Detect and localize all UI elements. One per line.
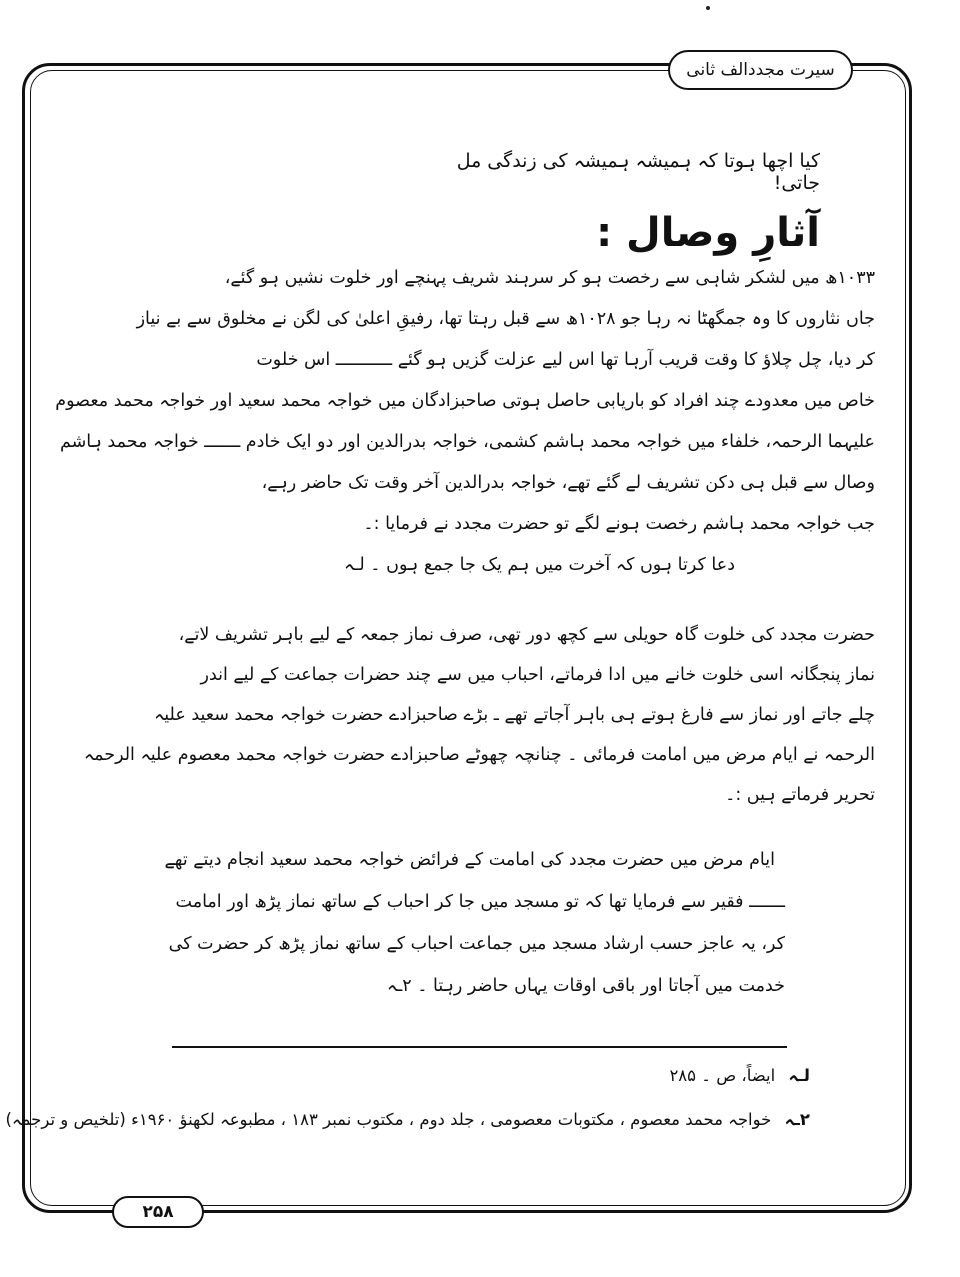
text-line: ۱۰۳۳ھ میں لشکر شاہی سے رخصت ہو کر سرہند شریف پہنچے اور خلوت نشیں ہو گئے، <box>224 268 875 288</box>
text-line: جب خواجہ محمد ہاشم رخصت ہونے لگے تو حضرت مجدد نے فرمایا :۔ <box>363 514 875 534</box>
footnote-2 <box>5 1110 810 1154</box>
footnote-1 <box>170 1066 810 1110</box>
page-number-text: ۲۵۸ <box>142 1202 174 1222</box>
footnotes <box>5 1066 810 1154</box>
page-number <box>112 1196 204 1228</box>
quote-line: ـــــــ فقیر سے فرمایا تھا کہ تو مسجد میں جا کر احباب کے ساتھ نماز پڑھ اور امامت <box>175 892 785 912</box>
running-title-text: سیرت مجددالف ثانی <box>686 60 835 80</box>
paragraph-1 <box>55 268 875 598</box>
block-quote <box>164 850 785 1018</box>
text-line: حضرت مجدد کی خلوت گاہ حویلی سے کچھ دور تھی، صرف نماز جمعہ کے لیے باہر تشریف لاتے، <box>178 625 875 645</box>
text-line: علیہما الرحمہ، خلفاء میں خواجہ محمد ہاشم کشمی، خواجہ بدرالدین اور دو ایک خادم ـــــــ خواجہ محمد ہاشم <box>59 432 875 452</box>
quote-line: کر، یہ عاجز حسب ارشاد مسجد میں جماعت احباب کے ساتھ نماز پڑھ کر حضرت کی <box>168 934 785 954</box>
quote-line: ایام مرض میں حضرت مجدد کی امامت کے فرائض خواجہ محمد سعید انجام دیتے تھے <box>164 850 775 870</box>
footnote-marker: لـہ <box>788 1066 810 1085</box>
footnote-divider <box>172 1046 787 1048</box>
text-line: تحریر فرماتے ہیں :۔ <box>725 785 875 805</box>
text-line: نماز پنجگانہ اسی خلوت خانے میں ادا فرماتے، احباب میں سے چند حضرات جماعت کے لیے اندر <box>200 665 875 685</box>
text-line: الرحمہ نے ایام مرض میں امامت فرمائی ۔ چنانچہ چھوٹے صاحبزادے حضرت خواجہ محمد معصوم علیہ الرحمہ <box>83 745 875 765</box>
paragraph-2 <box>83 625 875 827</box>
text-line: چلے جاتے اور نماز سے فارغ ہوتے ہی باہر آجاتے تھے ـ بڑے صاحبزادے حضرت خواجہ محمد سعید علیہ <box>153 705 875 725</box>
footnote-text: ایضاً، ص ۔ ۲۸۵ <box>669 1066 776 1085</box>
scan-speck <box>706 6 710 10</box>
text-line: جاں نثاروں کا وہ جمگھٹا نہ رہا جو ۱۰۲۸ھ سے قبل رہتا تھا، رفیقِ اعلیٰ کی لگن نے مخلوق سے بے نیاز <box>136 309 875 329</box>
text-line: دعا کرتا ہوں کہ آخرت میں ہم یک جا جمع ہوں ۔ لـہ <box>344 555 735 575</box>
text-line: کر دیا، چل چلاؤ کا وقت قریب آرہا تھا اس لیے عزلت گزیں ہو گئے ـــــــــــ اس خلوت <box>256 350 875 370</box>
text-line: وصال سے قبل ہی دکن تشریف لے گئے تھے، خواجہ بدرالدین آخر وقت تک حاضر رہے، <box>261 473 875 493</box>
section-heading: آثارِ وصال : <box>596 210 820 256</box>
footnote-text: خواجہ محمد معصوم ، مکتوبات معصومی ، جلد دوم ، مکتوب نمبر ۱۸۳ ، مطبوعہ لکھنؤ ۱۹۶۰ء (تلخیص و ترجمہ) <box>5 1110 772 1129</box>
running-title <box>668 50 853 90</box>
intro-line: کیا اچھا ہوتا کہ ہمیشہ ہمیشہ کی زندگی مل جاتی! <box>456 150 820 194</box>
text-line: خاص میں معدودے چند افراد کو باریابی حاصل ہوتی صاحبزادگان میں خواجہ محمد سعید اور خواجہ محمد معصوم <box>55 391 875 411</box>
footnote-marker: ۲ـہ <box>784 1110 810 1129</box>
quote-line: خدمت میں آجاتا اور باقی اوقات یہاں حاضر رہتا ۔ ۲ـہ <box>386 976 785 996</box>
